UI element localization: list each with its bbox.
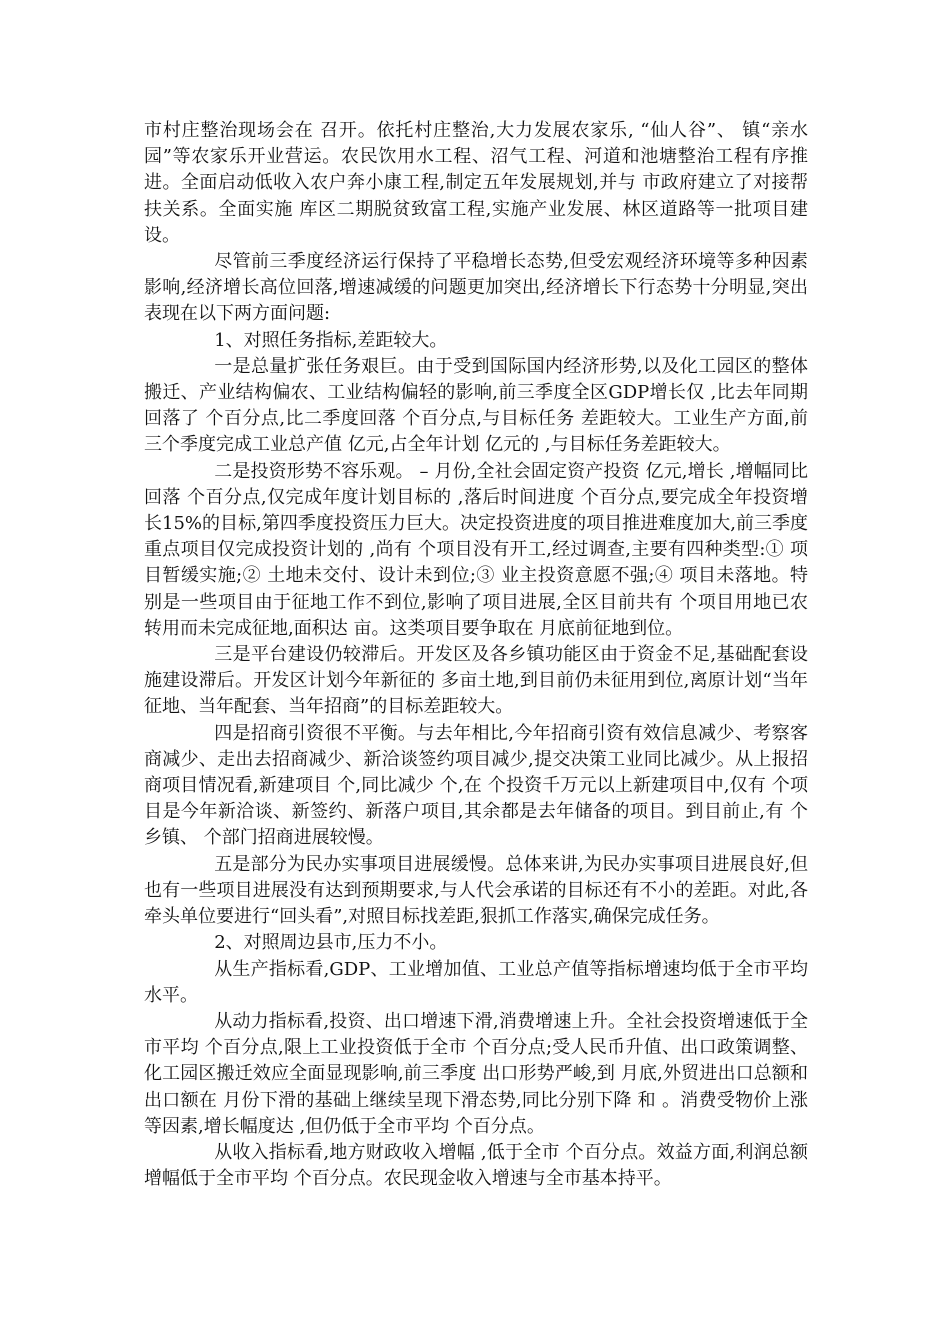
paragraph-income-indicators: 从收入指标看,地方财政收入增幅 ,低于全市 个百分点。效益方面,利润总额增幅低于全市平均 个百分点。农民现金收入增速与全市基本持平。 (144, 1141, 808, 1190)
paragraph-investment-situation: 二是投资形势不容乐观。 – 月份,全社会固定资产投资 亿元,增长 ,增幅同比回落 个百分点,仅完成年度计划目标的 ,落后时间进度 个百分点,要完成全年投资增长15%的目标,第四季度投资压力巨大。决定投资进度的项目推进难度加大,前三季度重点项目仅完成投资计划的 ,尚有 个项目没有开工,经过调查,主要有四种类型:① 项目暂缓实施;② 土地未交付、设计未到位;③ 业主投资意愿不强;④ 项目未落地。特别是一些项目由于征地工作不到位,影响了项目进展,全区目前共有 个项目用地已农转用而未完成征地,面积达 亩。这类项目要争取在 月底前征地到位。 (144, 460, 808, 639)
paragraph-driving-indicators: 从动力指标看,投资、出口增速下滑,消费增速上升。全社会投资增速低于全市平均 个百分点,限上工业投资低于全市 个百分点;受人民币升值、出口政策调整、化工园区搬迁效应全面显现影响,前三季度 出口形势严峻,到 月底,外贸进出口总额和出口额在 月份下滑的基础上继续呈现下滑态势,同比分别下降 和 。消费受物价上涨等因素,增长幅度达 ,但仍低于全市平均 个百分点。 (144, 1010, 808, 1137)
paragraph-total-expansion: 一是总量扩张任务艰巨。由于受到国际国内经济形势,以及化工园区的整体搬迁、产业结构偏农、工业结构偏轻的影响,前三季度全区GDP增长仅 ,比去年同期回落了 个百分点,比二季度回落 个百分点,与目标任务 差距较大。工业生产方面,前三个季度完成工业总产值 亿元,占全年计划 亿元的 ,与目标任务差距较大。 (144, 355, 808, 456)
paragraph-investment-attraction: 四是招商引资很不平衡。与去年相比,今年招商引资有效信息减少、考察客商减少、走出去招商减少、新洽谈签约项目减少,提交决策工业同比减少。从上报招商项目情况看,新建项目 个,同比减少 个,在 个投资千万元以上新建项目中,仅有 个项目是今年新洽谈、新签约、新落户项目,其余都是去年储备的项目。到目前止,有 个乡镇、 个部门招商进展较慢。 (144, 722, 808, 849)
paragraph-public-projects: 五是部分为民办实事项目进展缓慢。总体来讲,为民办实事项目进展良好,但也有一些项目进展没有达到预期要求,与人代会承诺的目标还有不小的差距。对此,各牵头单位要进行“回头看”,对照目标找差距,狠抓工作落实,确保完成任务。 (144, 853, 808, 928)
paragraph-village-renovation: 市村庄整治现场会在 召开。依托村庄整治,大力发展农家乐, “仙人谷”、 镇“亲水园”等农家乐开业营运。农民饮用水工程、沼气工程、河道和池塘整治工程有序推进。全面启动低收入农户奔小康工程,制定五年发展规划,并与 市政府建立了对接帮扶关系。全面实施 库区二期脱贫致富工程,实施产业发展、林区道路等一批项目建设。 (144, 120, 808, 246)
document-body (144, 118, 808, 1192)
paragraph-production-indicators: 从生产指标看,GDP、工业增加值、工业总产值等指标增速均低于全市平均水平。 (144, 958, 808, 1006)
paragraph-economic-overview: 尽管前三季度经济运行保持了平稳增长态势,但受宏观经济环境等多种因素影响,经济增长高位回落,增速减缓的问题更加突出,经济增长下行态势十分明显,突出表现在以下两方面问题: (144, 251, 808, 325)
section-heading-task-indicators: 1、对照任务指标,差距较大。 (214, 329, 448, 351)
section-heading-peer-comparison: 2、对照周边县市,压力不小。 (214, 932, 448, 954)
paragraph-platform-construction: 三是平台建设仍较滞后。开发区及各乡镇功能区由于资金不足,基础配套设施建设滞后。开发区计划今年新征的 多亩土地,到目前仍未征用到位,离原计划“当年征地、当年配套、当年招商”的目标差距较大。 (144, 644, 808, 718)
